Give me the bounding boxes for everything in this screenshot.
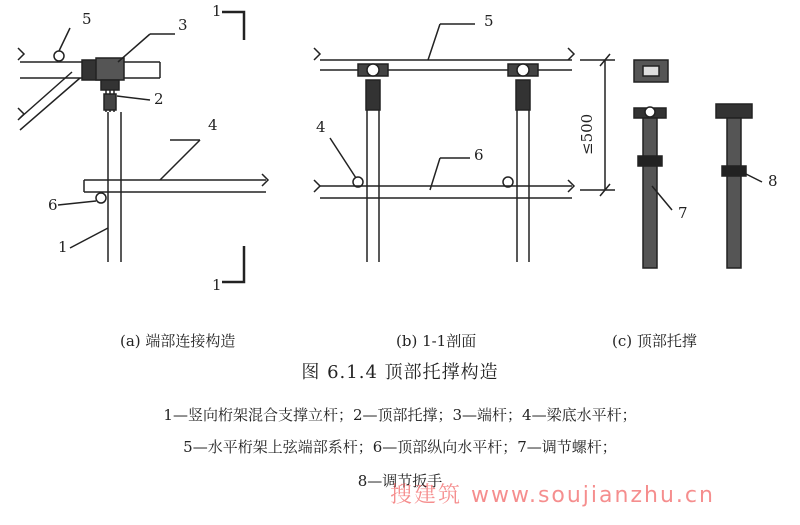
caption-c: (c) 顶部托撑	[612, 332, 697, 350]
label-5a: 5	[82, 10, 92, 28]
label-4a: 4	[208, 116, 218, 134]
label-2: 2	[154, 90, 164, 108]
label-4b: 4	[316, 118, 326, 136]
section-mark-top: 1	[212, 2, 222, 20]
caption-a: (a) 端部连接构造	[120, 332, 236, 350]
caption-b: (b) 1-1剖面	[396, 332, 477, 350]
legend-line-1: 1—竖向桁架混合支撑立杆；2—顶部托撑；3—端杆；4—梁底水平杆；	[163, 406, 637, 424]
label-7: 7	[678, 204, 688, 222]
detail-c-top-support	[634, 60, 762, 268]
label-6a: 6	[48, 196, 58, 214]
legend-line-2: 5—水平桁架上弦端部系杆；6—顶部纵向水平杆；7—调节螺杆；	[183, 438, 617, 456]
label-3: 3	[178, 16, 188, 34]
detail-a-end-connection	[18, 12, 268, 282]
dimension-label: ≤500	[578, 113, 596, 155]
detail-b-section	[314, 24, 615, 262]
legend-line-3: 8—调节扳手	[357, 472, 443, 490]
label-8: 8	[768, 172, 778, 190]
watermark: 搜建筑 www.soujianzhu.cn	[390, 483, 715, 508]
section-mark-bottom: 1	[212, 276, 222, 294]
figure-title: 图 6.1.4 顶部托撑构造	[301, 362, 499, 383]
label-6b: 6	[474, 146, 484, 164]
label-5b: 5	[484, 12, 494, 30]
label-1: 1	[58, 238, 68, 256]
